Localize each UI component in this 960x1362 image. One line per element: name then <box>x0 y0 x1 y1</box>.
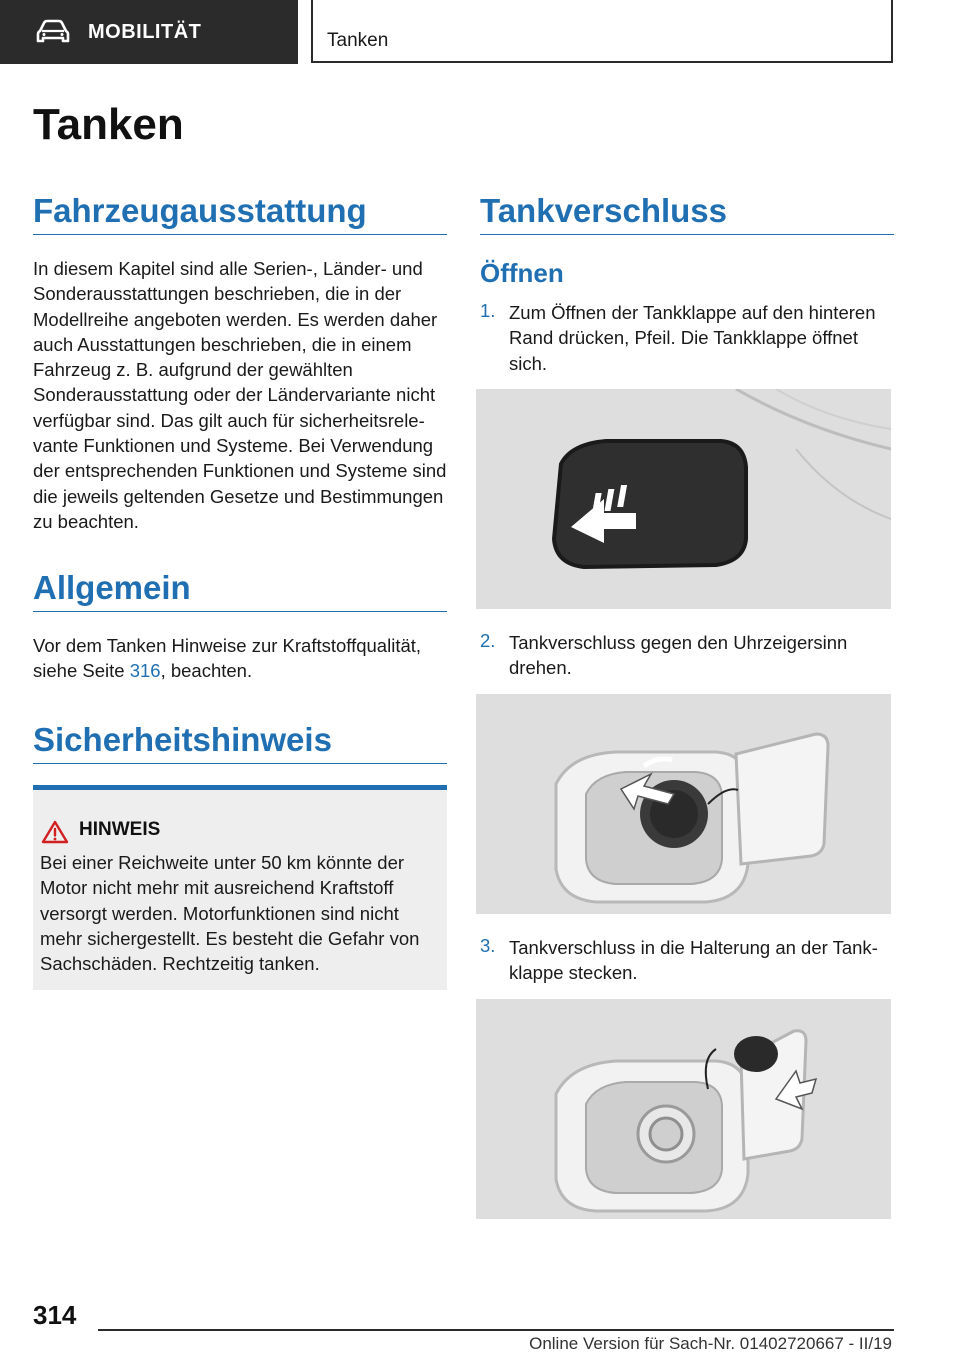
step-text: Zum Öffnen der Tankklappe auf den hinteren Rand drücken, Pfeil. Die Tankklappe öffnet sich. <box>509 302 876 374</box>
page-title: Tanken <box>33 100 184 149</box>
warning-triangle-icon <box>41 820 69 844</box>
allgemein-text-before: Vor dem Tanken Hinweise zur Kraftstoffqualität, siehe Seite <box>33 635 422 682</box>
header-topic-label: Tanken <box>327 30 389 51</box>
page-link-316[interactable]: 316 <box>129 660 161 682</box>
step-number: 3. <box>480 935 496 956</box>
allgemein-text-after: , beachten. <box>160 660 253 682</box>
car-icon <box>36 19 70 45</box>
subheading-oeffnen: Öffnen <box>480 258 564 288</box>
step-number: 2. <box>480 630 496 651</box>
header-topic-box <box>311 0 893 63</box>
step-text: Tankverschluss in die Halterung an der Tankklappe stecken. <box>509 937 878 984</box>
heading-fahrzeugausstattung: Fahrzeugausstattung <box>33 192 447 235</box>
fuel-cap-turn-image <box>476 694 891 914</box>
note-text: Bei einer Reichweite unter 50 km könnte der Motor nicht mehr mit ausreichend Kraftstoff versorgt werden. Motorfunktionen sind nicht mehr sichergestellt. Es besteht die Gefahr von Sachschäden. Rechtzeitig tanken. <box>40 852 420 975</box>
footer-edition: Online Version für Sach-Nr. 01402720667 - II/19 <box>529 1334 892 1353</box>
note-box <box>33 785 447 990</box>
step-text: Tankverschluss gegen den Uhrzeigersinn drehen. <box>509 632 848 679</box>
header-section-tab <box>0 0 298 64</box>
step-number: 1. <box>480 300 496 321</box>
fuel-cap-holder-image <box>476 999 891 1219</box>
allgemein-text <box>33 633 447 684</box>
header-section-label: MOBILITÄT <box>88 20 202 43</box>
heading-sicherheitshinweis: Sicherheitshinweis <box>33 721 447 764</box>
footer-divider <box>98 1329 894 1331</box>
page-number: 314 <box>33 1300 77 1330</box>
fuel-flap-closed-image <box>476 389 891 609</box>
note-title: HINWEIS <box>79 819 161 840</box>
fahrzeugausstattung-text: In diesem Kapitel sind alle Serien-, Länder- und Sonderausstattungen beschrieben, die in der Modellreihe angeboten werden. Es werden daher auch Ausstattungen beschrieben, die in einem Fahrzeug z. B. aufgrund der gewählten Sonderausstattung oder der Ländervariante nicht verfügbar sind. Das gilt auch für sicherheitsrelevante Funktionen und Systeme. Bei Verwendung der entsprechenden Funktionen und Systeme sind die jeweils geltenden Gesetze und Bestimmungen zu beachten. <box>33 258 447 532</box>
heading-tankverschluss: Tankverschluss <box>480 192 894 235</box>
heading-allgemein: Allgemein <box>33 569 447 612</box>
